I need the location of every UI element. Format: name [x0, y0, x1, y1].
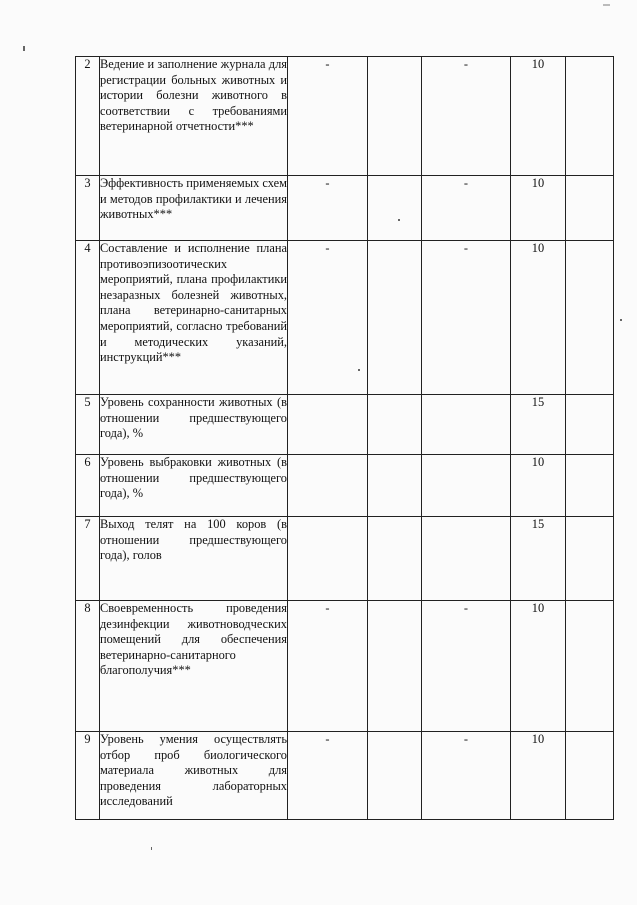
cell-col4 [368, 241, 422, 395]
scan-speck [23, 46, 25, 51]
cell-col5: - [422, 57, 511, 176]
cell-col5: - [422, 601, 511, 732]
criterion-text [100, 732, 288, 820]
cell-col7 [566, 517, 614, 601]
criterion-label: Выход телят на 100 коров (в отношении предшествующего года), голов [100, 517, 287, 563]
score-cell: 10 [511, 176, 566, 241]
cell-col3 [288, 517, 368, 601]
score-cell: 10 [511, 57, 566, 176]
cell-col5: - [422, 241, 511, 395]
cell-col4 [368, 395, 422, 455]
cell-col4 [368, 601, 422, 732]
cell-col7 [566, 455, 614, 517]
cell-col7 [566, 57, 614, 176]
criterion-text [100, 517, 288, 601]
score-cell: 15 [511, 517, 566, 601]
scan-speck [620, 319, 622, 321]
criterion-label: Уровень умения осуществлять отбор проб биологического материала животных для проведения лабораторных исследований [100, 732, 287, 809]
cell-col3: - [288, 601, 368, 732]
scan-speck [603, 4, 610, 6]
criterion-text [100, 601, 288, 732]
row-number: 2 [76, 57, 100, 176]
score-cell: 10 [511, 601, 566, 732]
criterion-label: Уровень сохранности животных (в отношении предшествующего года), % [100, 395, 287, 441]
row-number: 5 [76, 395, 100, 455]
cell-col3: - [288, 732, 368, 820]
scan-speck [151, 847, 152, 850]
table-row [76, 57, 614, 176]
cell-col5: - [422, 176, 511, 241]
table-row [76, 517, 614, 601]
criterion-text [100, 241, 288, 395]
cell-col4 [368, 517, 422, 601]
criterion-text [100, 57, 288, 176]
cell-col5: - [422, 732, 511, 820]
criterion-label: Составление и исполнение плана противоэпизоотических мероприятий, плана профилактики незаразных болезней животных, плана ветеринарно-санитарных мероприятий, согласно требований и методических указаний, инструкций*** [100, 241, 287, 365]
cell-col7 [566, 241, 614, 395]
row-number: 8 [76, 601, 100, 732]
table-row [76, 241, 614, 395]
cell-col7 [566, 176, 614, 241]
criterion-label: Ведение и заполнение журнала для регистрации больных животных и истории болезни животного в соответствии с требованиями ветеринарной отчетности*** [100, 57, 287, 134]
cell-col3: - [288, 176, 368, 241]
row-number: 3 [76, 176, 100, 241]
score-cell: 10 [511, 732, 566, 820]
row-number: 6 [76, 455, 100, 517]
cell-col3 [288, 395, 368, 455]
cell-col3 [288, 455, 368, 517]
cell-col4 [368, 732, 422, 820]
table-row [76, 455, 614, 517]
table-row [76, 395, 614, 455]
criterion-label: Уровень выбраковки животных (в отношении предшествующего года), % [100, 455, 287, 501]
cell-col7 [566, 395, 614, 455]
table-row [76, 176, 614, 241]
cell-col4 [368, 57, 422, 176]
cell-col4 [368, 176, 422, 241]
criterion-label: Эффективность применяемых схем и методов профилактики и лечения животных*** [100, 176, 287, 222]
row-number: 9 [76, 732, 100, 820]
cell-col3: - [288, 57, 368, 176]
cell-col3: - [288, 241, 368, 395]
scan-speck [398, 219, 400, 221]
score-cell: 10 [511, 241, 566, 395]
criterion-label: Своевременность проведения дезинфекции животноводческих помещений для обеспечения ветеринарно-санитарного благополучия*** [100, 601, 287, 678]
cell-col7 [566, 601, 614, 732]
cell-col5 [422, 517, 511, 601]
scan-speck [358, 369, 360, 371]
cell-col7 [566, 732, 614, 820]
table-row [76, 732, 614, 820]
cell-col4 [368, 455, 422, 517]
criteria-table [75, 56, 614, 820]
score-cell: 10 [511, 455, 566, 517]
score-cell: 15 [511, 395, 566, 455]
criterion-text [100, 455, 288, 517]
cell-col5 [422, 455, 511, 517]
table-row [76, 601, 614, 732]
row-number: 4 [76, 241, 100, 395]
row-number: 7 [76, 517, 100, 601]
criterion-text [100, 176, 288, 241]
cell-col5 [422, 395, 511, 455]
criterion-text [100, 395, 288, 455]
